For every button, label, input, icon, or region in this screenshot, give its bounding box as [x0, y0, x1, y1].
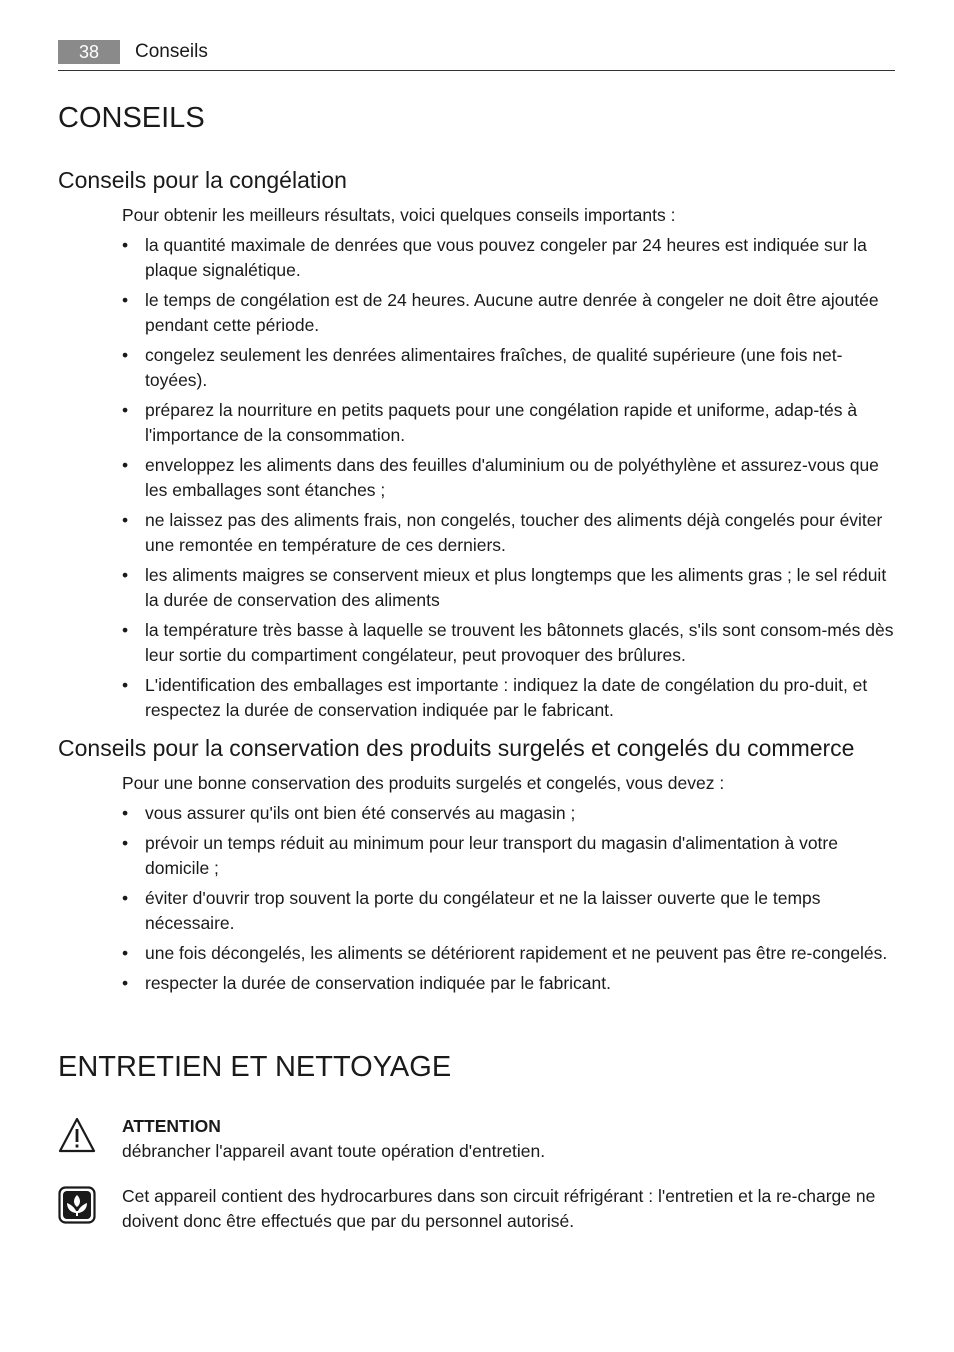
header-title: Conseils [135, 41, 208, 62]
maintenance-title: ENTRETIEN ET NETTOYAGE [58, 1051, 452, 1083]
freezing-section [122, 203, 897, 728]
environment-body [122, 1184, 897, 1234]
bullet-icon: • [122, 235, 129, 255]
list-item-text: une fois décongelés, les aliments se détériorent rapidement et ne peuvent pas être re-congelés. [145, 943, 888, 963]
list-item [122, 941, 897, 966]
freezing-heading: Conseils pour la congélation [58, 167, 347, 193]
bullet-icon: • [122, 455, 129, 475]
list-item [122, 831, 897, 881]
storage-list [122, 801, 897, 996]
list-item [122, 673, 897, 723]
list-item [122, 971, 897, 996]
bullet-icon: • [122, 973, 129, 993]
list-item [122, 233, 897, 283]
freezing-intro: Pour obtenir les meilleurs résultats, voici quelques conseils importants : [122, 205, 676, 225]
bullet-icon: • [122, 345, 129, 365]
list-item-text: la température très basse à laquelle se trouvent les bâtonnets glacés, s'ils sont consom-més dès leur sortie du compartiment congélateur, peut provoquer des brûlures. [145, 620, 894, 665]
list-item [122, 288, 897, 338]
list-item-text: la quantité maximale de denrées que vous pouvez congeler par 24 heures est indiquée sur la plaque signalétique. [145, 235, 867, 280]
list-item-text: ne laissez pas des aliments frais, non congelés, toucher des aliments déjà congelés pour éviter une remontée en température de ces derniers. [145, 510, 883, 555]
list-item-text: éviter d'ouvrir trop souvent la porte du congélateur et ne la laisser ouverte que le temps nécessaire. [145, 888, 821, 933]
storage-heading: Conseils pour la conservation des produits surgelés et congelés du commerce [58, 735, 855, 761]
list-item-text: les aliments maigres se conservent mieux et plus longtemps que les aliments gras ; le sel réduit la durée de conservation des aliments [145, 565, 887, 610]
list-item [122, 508, 897, 558]
bullet-icon: • [122, 565, 129, 585]
list-item-text: enveloppez les aliments dans des feuilles d'aluminium ou de polyéthylène et assurez-vous que les emballages sont étanches ; [145, 455, 879, 500]
list-item [122, 886, 897, 936]
warning-triangle-icon [58, 1116, 96, 1154]
list-item [122, 343, 897, 393]
storage-section [122, 771, 897, 1001]
bullet-icon: • [122, 290, 129, 310]
bullet-icon: • [122, 675, 129, 695]
list-item [122, 801, 897, 826]
bullet-icon: • [122, 803, 129, 823]
bullet-icon: • [122, 888, 129, 908]
attention-body [122, 1114, 897, 1164]
bullet-icon: • [122, 943, 129, 963]
bullet-icon: • [122, 510, 129, 530]
list-item-text: prévoir un temps réduit au minimum pour leur transport du magasin d'alimentation à votre domicile ; [145, 833, 838, 878]
list-item-text: congelez seulement les denrées alimentaires fraîches, de qualité supérieure (une fois net-toyées). [145, 345, 843, 390]
freezing-list [122, 233, 897, 723]
main-title: CONSEILS [58, 102, 205, 134]
storage-intro: Pour une bonne conservation des produits surgelés et congelés, vous devez : [122, 773, 725, 793]
list-item [122, 563, 897, 613]
list-item [122, 618, 897, 668]
environment-text: Cet appareil contient des hydrocarbures dans son circuit réfrigérant : l'entretien et la re-charge ne doivent donc être effectués que par du personnel autorisé. [122, 1186, 876, 1231]
list-item-text: vous assurer qu'ils ont bien été conservés au magasin ; [145, 803, 576, 823]
attention-title: ATTENTION [122, 1116, 221, 1136]
page-number: 38 [58, 40, 120, 64]
page-header [58, 40, 895, 71]
bullet-icon: • [122, 833, 129, 853]
list-item-text: L'identification des emballages est importante : indiquez la date de congélation du pro-duit, et respectez la durée de conservation indiquée par le fabricant. [145, 675, 868, 720]
list-item [122, 398, 897, 448]
environment-icon [58, 1186, 96, 1224]
bullet-icon: • [122, 620, 129, 640]
list-item-text: le temps de congélation est de 24 heures. Aucune autre denrée à congeler ne doit être ajoutée pendant cette période. [145, 290, 879, 335]
bullet-icon: • [122, 400, 129, 420]
attention-text: débrancher l'appareil avant toute opération d'entretien. [122, 1141, 546, 1161]
list-item-text: préparez la nourriture en petits paquets pour une congélation rapide et uniforme, adap-tés à l'importance de la consommation. [145, 400, 858, 445]
list-item-text: respecter la durée de conservation indiquée par le fabricant. [145, 973, 611, 993]
list-item [122, 453, 897, 503]
